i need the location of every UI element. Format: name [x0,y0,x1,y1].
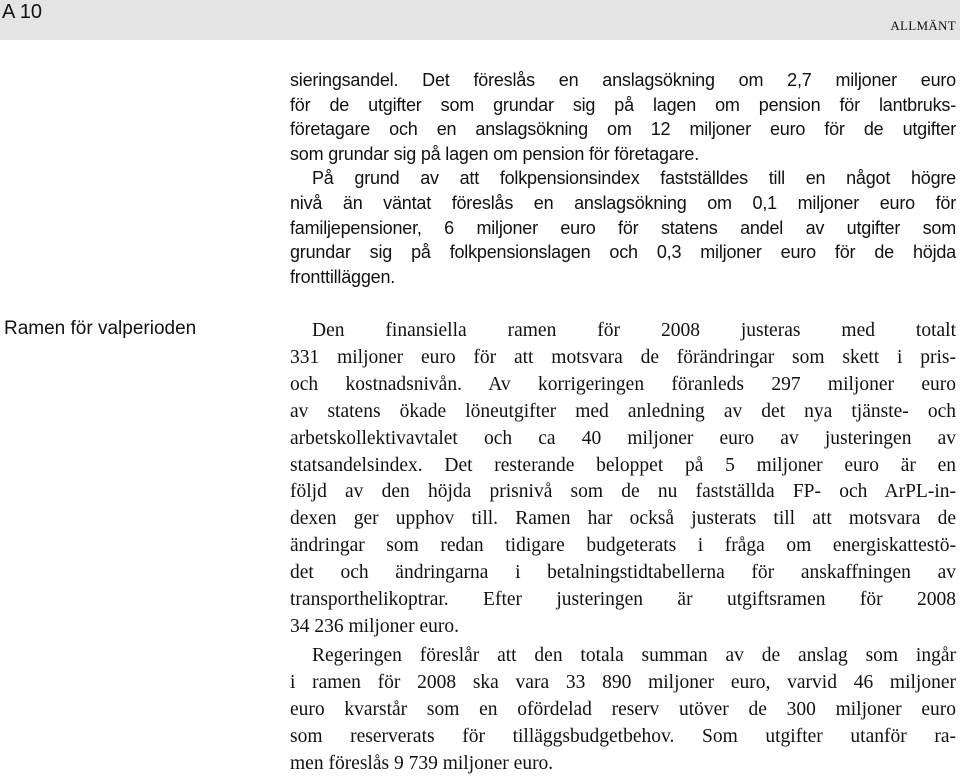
text-line: företagare och en anslagsökning om 12 miljoner euro för de utgifter [290,119,956,140]
text-line: dexen ger upphov till. Ramen har också justerats till att motsvara de [290,508,956,530]
paragraph-2-cont [290,191,956,289]
text-line: ändringar som redan tidigare budgeterats i fråga om energiskattestö- [290,535,956,557]
text-line: i ramen för 2008 ska vara 33 890 miljoner euro, varvid 46 miljoner [290,671,956,693]
text-line: Regeringen föreslår att den totala summan av de anslag som ingår [312,644,956,666]
text-line: för de utgifter som grundar sig på lagen om pension för lantbruks- [290,94,956,115]
paragraph-4 [290,643,956,670]
text-line: euro kvarstår som en ofördelad reserv utöver de 300 miljoner euro [290,698,956,720]
text-line: nivå än väntat föreslås en anslagsökning om 0,1 miljoner euro för [290,192,956,213]
text-line: och kostnadsnivån. Av korrigeringen föranleds 297 miljoner euro [290,373,956,395]
paragraph-3 [290,318,956,345]
page-number: A 10 [2,1,43,23]
classification-label: ALLMÄNT [890,18,956,33]
paragraph-2 [290,166,956,191]
text-line: som grundar sig på lagen om pension för företagare. [290,143,700,164]
text-line: arbetskollektivavtalet och ca 40 miljoner euro av justeringen av [290,427,956,449]
body-column [290,68,956,289]
text-line: transporthelikoptrar. Efter justeringen är utgiftsramen för 2008 [290,589,956,611]
text-line: av statens ökade löneutgifter med anledning av det nya tjänste- och [290,400,956,422]
text-line: sieringsandel. Det föreslås en anslagsökning om 2,7 miljoner euro [290,70,956,90]
paragraph-4-cont [290,670,956,778]
text-line: fronttilläggen. [290,266,396,287]
text-line: statsandelsindex. Det resterande beloppet på 5 miljoner euro är en [290,454,956,476]
text-line: följd av den höjda prisnivå som de nu fastställda FP- och ArPL-in- [290,481,956,503]
body-column-serif [290,318,956,777]
text-line: På grund av att folkpensionsindex fastställdes till en något högre [312,168,956,189]
text-line: men föreslås 9 739 miljoner euro. [290,752,554,774]
text-line: som reserverats för tilläggsbudgetbehov. Som utgifter utanför ra- [290,725,956,747]
text-line: familjepensioner, 6 miljoner euro för statens andel av utgifter som [290,217,956,238]
text-line: grundar sig på folkpensionslagen och 0,3 miljoner euro för de höjda [290,242,956,263]
paragraph-3-cont [290,345,956,641]
text-line: det och ändringarna i betalningstidtabellerna för anskaffningen av [290,562,956,584]
page-header [0,0,960,40]
text-line: Den finansiella ramen för 2008 justeras med totalt [312,320,956,341]
text-line: 331 miljoner euro för att motsvara de förändringar som skett i pris- [290,346,956,368]
text-line: 34 236 miljoner euro. [290,615,459,637]
paragraph-1 [290,68,956,166]
side-heading: Ramen för valperioden [4,318,197,339]
